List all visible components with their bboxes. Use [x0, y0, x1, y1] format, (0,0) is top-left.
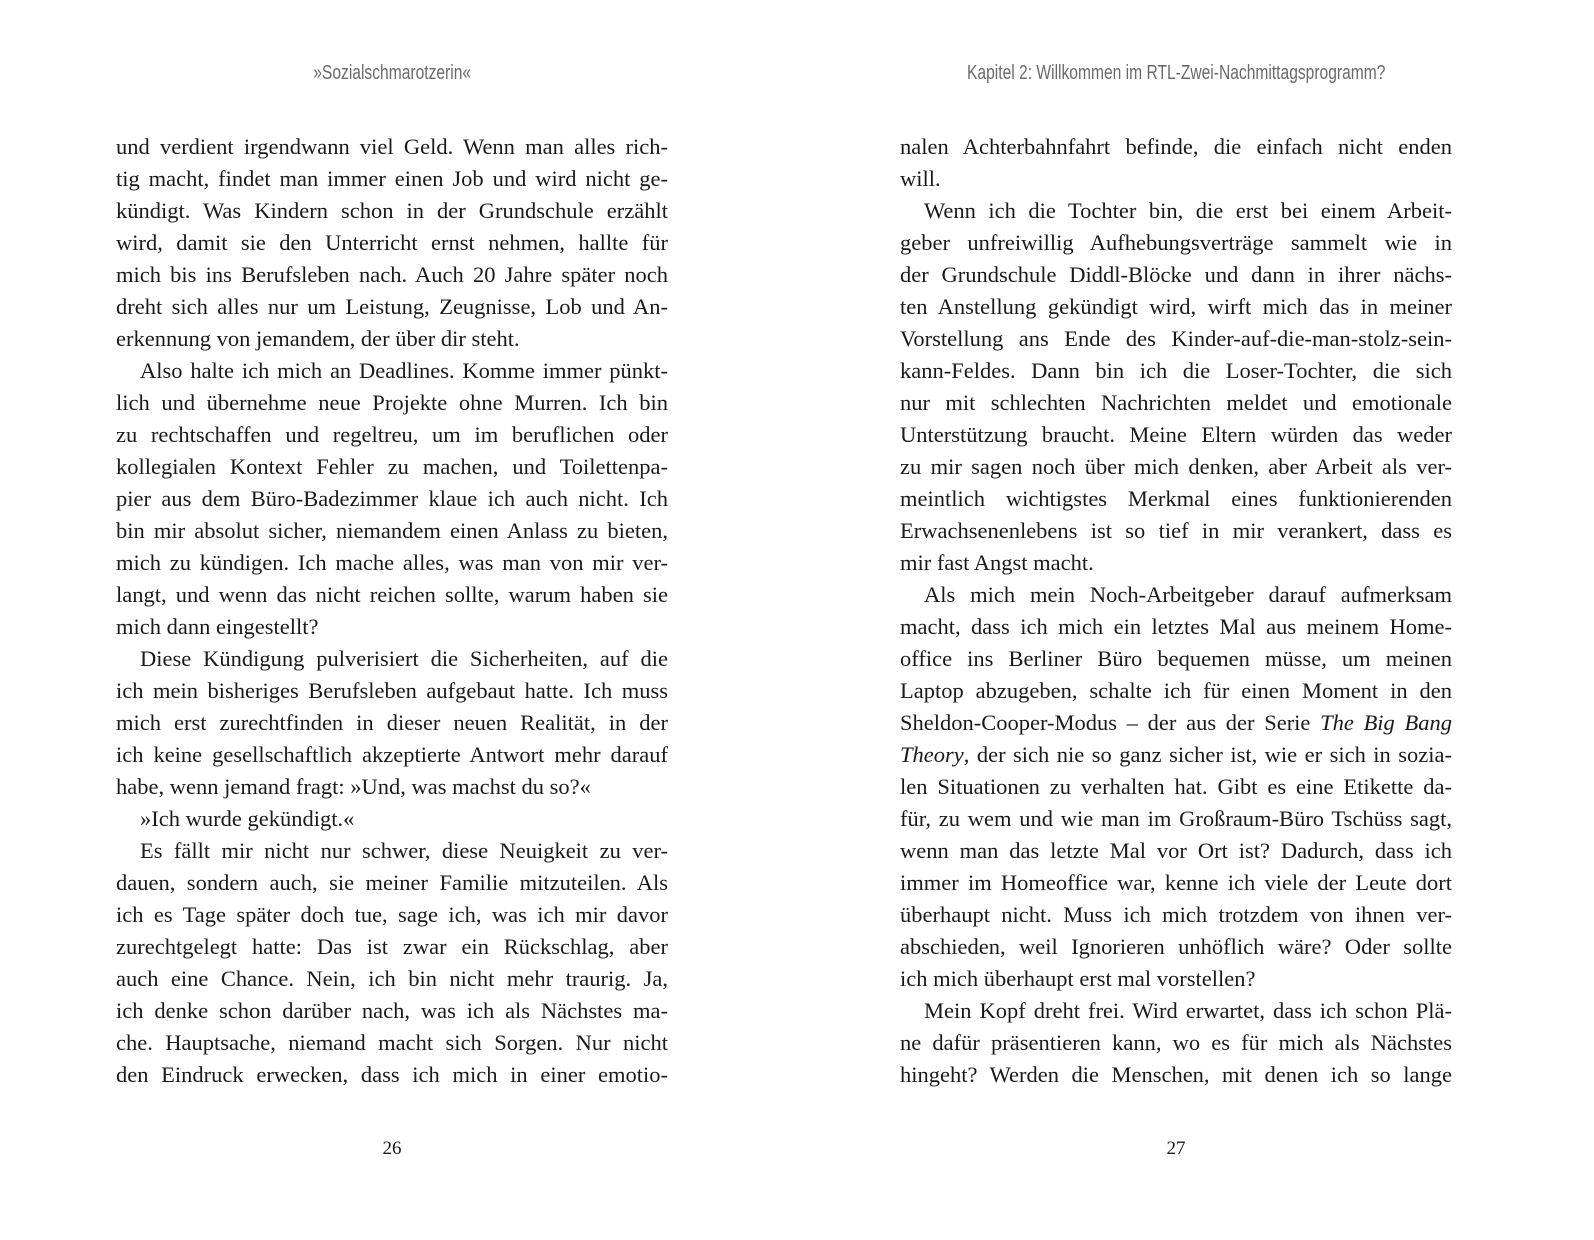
- text-line: [900, 995, 1452, 1027]
- text-line: [116, 899, 668, 931]
- text-line: [900, 643, 1452, 675]
- line-text: , der sich nie so ganz sicher ist, wie er sich in sozia-: [963, 742, 1452, 767]
- line-text: dauen, sondern auch, sie meiner Familie mitzuteilen. Als: [116, 870, 668, 895]
- line-text: mich bis ins Berufsleben nach. Auch 20 Jahre später noch: [116, 262, 668, 287]
- line-text: Mein Kopf dreht frei. Wird erwartet, dass ich schon Plä-: [924, 998, 1452, 1023]
- text-line: [900, 675, 1452, 707]
- text-line: [116, 515, 668, 547]
- line-text: che. Hauptsache, niemand macht sich Sorgen. Nur nicht: [116, 1030, 668, 1055]
- line-text: Sheldon-Cooper-Modus – der aus der Serie: [900, 710, 1321, 735]
- text-line: [900, 707, 1452, 739]
- text-line: [900, 387, 1452, 419]
- text-line: [116, 1027, 668, 1059]
- text-line: [900, 547, 1452, 579]
- running-header: [116, 62, 668, 85]
- text-line: [116, 931, 668, 963]
- text-line: [116, 483, 668, 515]
- line-text: ich mein bisheriges Berufsleben aufgebaut hatte. Ich muss: [116, 678, 668, 703]
- text-line: [900, 291, 1452, 323]
- text-line: [116, 867, 668, 899]
- text-line: [116, 419, 668, 451]
- text-line: [900, 931, 1452, 963]
- text-line: [116, 835, 668, 867]
- text-line: [116, 1059, 668, 1091]
- line-text: kann-Feldes. Dann bin ich die Loser-Tochter, die sich: [900, 358, 1452, 383]
- text-line: [900, 355, 1452, 387]
- text-line: [900, 1027, 1452, 1059]
- text-line: [116, 803, 668, 835]
- line-text: der Grundschule Diddl-Blöcke und dann in ihrer nächs-: [900, 262, 1452, 287]
- text-line: [900, 835, 1452, 867]
- line-text: »Ich wurde gekündigt.«: [140, 806, 355, 831]
- line-text: Vorstellung ans Ende des Kinder-auf-die-man-stolz-sein-: [900, 326, 1452, 351]
- text-line: [900, 803, 1452, 835]
- line-text: kündigt. Was Kindern schon in der Grundschule erzählt: [116, 198, 668, 223]
- line-text: Laptop abzugeben, schalte ich für einen Moment in den: [900, 678, 1452, 703]
- text-line: [900, 739, 1452, 771]
- line-text: Wenn ich die Tochter bin, die erst bei einem Arbeit-: [924, 198, 1452, 223]
- line-text: len Situationen zu verhalten hat. Gibt es eine Etikette da-: [900, 774, 1452, 799]
- text-line: [116, 739, 668, 771]
- text-line: [900, 579, 1452, 611]
- text-line: [116, 643, 668, 675]
- text-line: [116, 547, 668, 579]
- page-body: [900, 131, 1452, 1091]
- line-text: meintlich wichtigstes Merkmal eines funktionierenden: [900, 486, 1452, 511]
- running-header-text: »Sozialschmarotzerin«: [313, 62, 471, 84]
- line-text: pier aus dem Büro-Badezimmer klaue ich auch nicht. Ich: [116, 486, 668, 511]
- line-text: Also halte ich mich an Deadlines. Komme immer pünkt-: [140, 358, 668, 383]
- italic-title: Theory: [900, 742, 964, 767]
- line-text: nur mit schlechten Nachrichten meldet und emotionale: [900, 390, 1452, 415]
- text-line: [900, 451, 1452, 483]
- line-text: Es fällt mir nicht nur schwer, diese Neuigkeit zu ver-: [140, 838, 668, 863]
- line-text: und verdient irgendwann viel Geld. Wenn man alles rich-: [116, 134, 668, 159]
- line-text: überhaupt nicht. Muss ich mich trotzdem von ihnen ver-: [900, 902, 1452, 927]
- text-line: [900, 899, 1452, 931]
- line-text: macht, dass ich mich ein letztes Mal aus meinem Home-: [900, 614, 1452, 639]
- line-text: mich zu kündigen. Ich mache alles, was man von mir ver-: [116, 550, 668, 575]
- page-number: 27: [1166, 1138, 1186, 1159]
- text-line: [116, 963, 668, 995]
- italic-title: The Big Bang: [1320, 710, 1452, 735]
- text-line: [900, 1059, 1452, 1091]
- line-text: office ins Berliner Büro bequemen müsse, um meinen: [900, 646, 1452, 671]
- line-text: Erwachsenenlebens ist so tief in mir verankert, dass es: [900, 518, 1452, 543]
- line-text: nalen Achterbahnfahrt befinde, die einfach nicht enden: [900, 134, 1452, 159]
- text-line: [116, 387, 668, 419]
- text-line: [116, 195, 668, 227]
- line-text: ich denke schon darüber nach, was ich als Nächstes ma-: [116, 998, 668, 1023]
- line-text: dreht sich alles nur um Leistung, Zeugnisse, Lob und An-: [116, 294, 668, 319]
- text-line: [900, 419, 1452, 451]
- text-line: [900, 227, 1452, 259]
- line-text: immer im Homeoffice war, kenne ich viele der Leute dort: [900, 870, 1452, 895]
- line-text: lich und übernehme neue Projekte ohne Murren. Ich bin: [116, 390, 668, 415]
- line-text: langt, und wenn das nicht reichen sollte, warum haben sie: [116, 582, 668, 607]
- line-text: abschieden, weil Ignorieren unhöflich wäre? Oder sollte: [900, 934, 1452, 959]
- line-text: auch eine Chance. Nein, ich bin nicht mehr traurig. Ja,: [116, 966, 668, 991]
- line-text: Unterstützung braucht. Meine Eltern würden das weder: [900, 422, 1452, 447]
- line-text: zu rechtschaffen und regeltreu, um im beruflichen oder: [116, 422, 668, 447]
- text-line: [116, 611, 668, 643]
- text-line: [116, 227, 668, 259]
- text-line: [116, 259, 668, 291]
- line-text: ten Anstellung gekündigt wird, wirft mich das in meiner: [900, 294, 1452, 319]
- line-text: Als mich mein Noch-Arbeitgeber darauf aufmerksam: [924, 582, 1452, 607]
- text-line: [900, 483, 1452, 515]
- line-text: tig macht, findet man immer einen Job und wird nicht ge-: [116, 166, 668, 191]
- line-text: den Eindruck erwecken, dass ich mich in einer emotio-: [116, 1062, 668, 1087]
- line-text: zu mir sagen noch über mich denken, aber Arbeit als ver-: [900, 454, 1452, 479]
- line-text: ich keine gesellschaftlich akzeptierte Antwort mehr darauf: [116, 742, 668, 767]
- line-text: mich dann eingestellt?: [116, 614, 319, 639]
- line-text: zurechtgelegt hatte: Das ist zwar ein Rückschlag, aber: [116, 934, 668, 959]
- line-text: will.: [900, 166, 941, 191]
- line-text: wenn man das letzte Mal vor Ort ist? Dadurch, dass ich: [900, 838, 1452, 863]
- page-number: 26: [382, 1138, 402, 1159]
- line-text: kollegialen Kontext Fehler zu machen, und Toilettenpa-: [116, 454, 668, 479]
- line-text: erkennung von jemandem, der über dir steht.: [116, 326, 520, 351]
- line-text: ich es Tage später doch tue, sage ich, was ich mir davor: [116, 902, 668, 927]
- text-line: [116, 771, 668, 803]
- text-line: [900, 323, 1452, 355]
- text-line: [900, 259, 1452, 291]
- running-header-text: Kapitel 2: Willkommen im RTL-Zwei-Nachmittagsprogramm?: [966, 62, 1386, 84]
- text-line: [116, 675, 668, 707]
- line-text: geber unfreiwillig Aufhebungsverträge sammelt wie in: [900, 230, 1452, 255]
- line-text: mich erst zurechtfinden in dieser neuen Realität, in der: [116, 710, 668, 735]
- line-text: wird, damit sie den Unterricht ernst nehmen, hallte für: [116, 230, 668, 255]
- text-line: [116, 131, 668, 163]
- text-line: [900, 131, 1452, 163]
- text-line: [116, 579, 668, 611]
- line-text: ne dafür präsentieren kann, wo es für mich als Nächstes: [900, 1030, 1452, 1055]
- text-line: [900, 163, 1452, 195]
- line-text: habe, wenn jemand fragt: »Und, was machst du so?«: [116, 774, 591, 799]
- text-line: [116, 291, 668, 323]
- line-text: ich mich überhaupt erst mal vorstellen?: [900, 966, 1256, 991]
- text-line: [900, 611, 1452, 643]
- running-header: [900, 62, 1452, 85]
- text-line: [116, 995, 668, 1027]
- text-line: [116, 355, 668, 387]
- text-line: [900, 963, 1452, 995]
- text-line: [116, 323, 668, 355]
- line-text: hingeht? Werden die Menschen, mit denen ich so lange: [900, 1062, 1452, 1087]
- line-text: bin mir absolut sicher, niemandem einen Anlass zu bieten,: [116, 518, 668, 543]
- text-line: [900, 195, 1452, 227]
- page-body: [116, 131, 668, 1091]
- line-text: Diese Kündigung pulverisiert die Sicherheiten, auf die: [140, 646, 668, 671]
- text-line: [900, 771, 1452, 803]
- line-text: mir fast Angst macht.: [900, 550, 1094, 575]
- text-line: [116, 707, 668, 739]
- text-line: [900, 515, 1452, 547]
- text-line: [116, 451, 668, 483]
- text-line: [116, 163, 668, 195]
- line-text: für, zu wem und wie man im Großraum-Büro Tschüss sagt,: [900, 806, 1452, 831]
- text-line: [900, 867, 1452, 899]
